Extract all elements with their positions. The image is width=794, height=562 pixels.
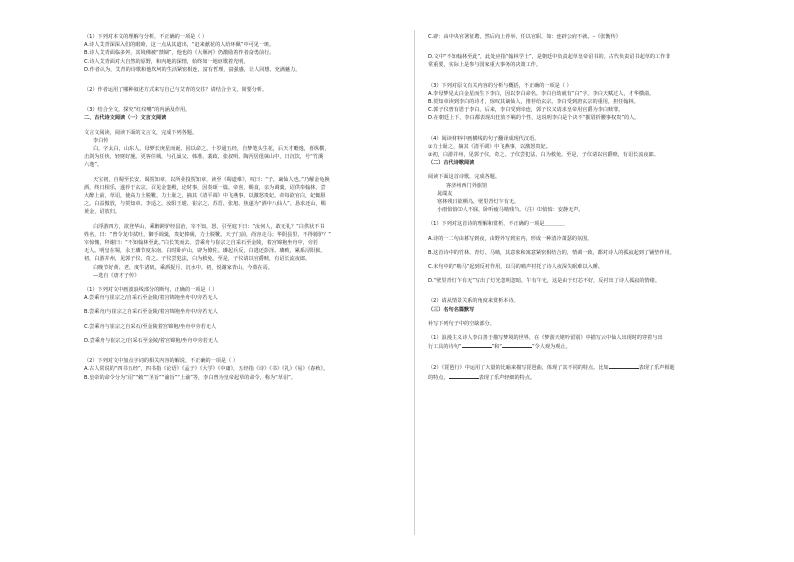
option-b: B.皇帝的命令分为“诏”“敕”“圣旨”“谕旨”“上谕”等，李白曾为皇帝起草的命令，称为“草诏”。 <box>84 374 296 381</box>
passage-line: 击剑为任侠，轻财好施。更客任城，与孔巢父、韩准、裴政、张叔明、陶沔居徂徕山中，日沉饮，号“竹溪 <box>84 154 324 161</box>
column-divider <box>414 30 415 535</box>
option-d: D.在朝廷上下，李白都表现出狂放不羁的个性，这说明李白是个决不“摧眉折腰事权贵”的人。 <box>428 115 640 122</box>
dictation-text: ”令人观为观止。 <box>531 344 571 351</box>
dictation-1-cont <box>428 342 758 351</box>
answer-blank[interactable] <box>462 342 492 348</box>
translation-item: ②初，白游并州，见郭子仪，奇之。子仪尝犯法，白为救免。至是，子仪请以官爵赎，有诏长流夜郎。 <box>428 152 659 159</box>
passage-line: 无人。明皇在蜀，永王璘节度东南，白时卧庐山，辟为僚佐。璘起兵反，白逃还彭泽。璘败，累系浔阳狱。 <box>84 248 326 255</box>
question-2: （2）作者运用了哪种叙述方式来写自己与艾青的交往？请结合全文，简要分析。 <box>84 87 268 94</box>
passage-line: 天宝初，自蜀至长安，谒贺知章，以所业投贺知章，读至《蜀道难》，叹曰：“子，谪仙人也。”乃解金龟换 <box>93 176 330 183</box>
option-b: B.尝乘舟/与崔宗之自采石至金陵/着宫锦袍坐舟中/旁若无人 <box>84 309 218 316</box>
dictation-2-cont <box>428 373 758 382</box>
option-d: D.作者认为，艾青的诗歌和他坎坷的生活紧密相连，富有哲理，富强感，让人回想，充满魅力。 <box>84 66 301 73</box>
option-b: B.贺知章读到李白的诗才，惊叹其谪仙人，推荐给玄宗。李白受到唐玄宗的重用，担任翰林。 <box>428 99 639 106</box>
passage-line: 酒，终日相乐，遂荐于玄宗。召见金銮殿，论时事，因奏颂一篇。帝喜，赐食，亲为调羹，诏供奉翰林。尝 <box>84 184 326 191</box>
passage-line: 白浮游四方，欲登华山，乘醉跨驴经县治，宰不知，怒，引至庭下曰：“汝何人，敢无礼？”白供状不书 <box>93 223 325 230</box>
dictation-2 <box>428 363 758 372</box>
question-stem: （1）下列对这首诗的理解和赏析，不正确的一项是＿＿＿＿ <box>428 221 565 228</box>
answer-blank[interactable] <box>449 373 479 379</box>
passage-line: 之。白益傲放，与贺知章、李适之、汝阳王琎、崔宗之、苏晋、张旭、焦遂为“酒中八仙人”。恳求还山，赐 <box>84 201 326 208</box>
passage-line: 六逸”。 <box>84 162 103 169</box>
passage-line: 白晚节好黄、老，度牛渚矶，乘酒捉月，沉水中。初，悦谢家青山，今墓在焉。 <box>93 264 273 271</box>
section-heading: 二、古代诗文阅读（一）文言文阅读 <box>84 115 167 122</box>
question-stem: （3）下列对原文有关内容的分析与概括，不正确的一项是（ ） <box>428 82 572 89</box>
option-c: C.末句中的“啮马”起到反衬作用，以马的啮声衬托了诗人夜深失眠难以入睡。 <box>428 264 604 271</box>
question-2: （2）请从情景关系的角度来赏析本诗。 <box>428 298 519 305</box>
answer-blank[interactable] <box>609 363 639 369</box>
option-b: B.诗人艾青面临多舛，其境佛被“禁锢”，他也的《大堰河》仍激励着作者奋勇前行。 <box>84 50 275 57</box>
section-heading: （三）名句名篇默写 <box>428 306 475 313</box>
option-c: C.诗人艾青面对大自然的原野，和内地的深情，始终如一地讴歌着光明。 <box>84 58 249 65</box>
question-3: （3）结合全文，探究“红纹嘴”的内涵及作用。 <box>84 107 191 114</box>
passage-line: 黄金，诏放归。 <box>84 209 120 216</box>
translation-item: ①力士耻之，摘其《清平调》中飞燕事，以激怒贵妃。 <box>428 143 551 150</box>
right-column <box>428 33 758 533</box>
poem-author: 晁端友 <box>437 190 453 197</box>
poem-line: 小雨愔愔⑴人不寐，卧听疲马啮残刍。（注）⑴愔愔：安静无声。 <box>437 207 584 214</box>
passage-line: 白，字太白，山东人。母梦长庚星而诞，因以命之。十岁通五经，自梦笔头生花，后天才赡逸，喜纵横， <box>93 146 330 153</box>
option-a: A.李母梦见太白金星而生下李白，因以李白命名。李白自幼就有“白”字。李白天赋过人，才华横溢。 <box>428 90 655 97</box>
answer-blank[interactable] <box>502 342 532 348</box>
passage-line: 初，白游并州，见郭子仪，奇之。子仪尝犯法，白为救免。至是，子仪请以官爵赎，有诏长流夜郎。 <box>84 256 311 263</box>
section-heading: （二）古代诗歌阅读 <box>428 160 475 167</box>
passage-line: 大醉上前，草诏，使高力士脱靴。力士耻之，摘其《清平调》中飞燕事，以激怒贵妃。帝每欲官白，妃辄阻 <box>84 193 326 200</box>
poem-title: 客济州西门外旅馆 <box>446 182 488 189</box>
dictation-text: 表现了乐声相逝 <box>638 365 675 372</box>
option-c: C.尝乘舟与崔宗之自采石/至金陵着宫锦袍/坐舟中旁若无人 <box>84 323 217 330</box>
option-c: C.郭子仪曾有恩于李白。后来，李白受到牵连，郭子仪又请求皇帝用官爵为李白赎罪。 <box>428 107 624 114</box>
dictation-text: （2）《琵琶行》中运用了大量的比喻来描写琵琶曲，体现了其不同的特点。比如 <box>428 365 609 372</box>
option-b: B.这首诗中的竹林、青灯、马啮，其意象和寓意紧密相结合的，情调一致，都对诗人的孤寂起到了铺垫作用。 <box>428 249 675 256</box>
left-column <box>84 33 414 533</box>
option-c: C.辟：由中央官署征聘，然后向上荐举，任以官职，如：连辟公府不就。–《张衡传》 <box>428 34 621 40</box>
dictation-text: 的特点， <box>428 374 449 381</box>
option-d: D.“壁里青灯乍有无”写出了灯光忽明忽暗，午有午无，这是由于灯芯不好，反衬出了诗人孤寂的情绪。 <box>428 278 660 285</box>
option-d: D.文中“不知翰林至此”，此处应指“翰林学士”，是朝廷中负责起草皇帝诏书的。古代负责诏书起草的工作非 <box>428 54 671 61</box>
option-a: A.古人常说的“四书五经”，四书指《论语》《孟子》《大学》《中庸》，五经指《诗》《书》《礼》《易》《春秋》。 <box>84 366 329 373</box>
option-d: D.尝乘舟与崔宗之/自采石至金陵/着宫锦袍/坐舟中旁若无人 <box>84 337 219 344</box>
option-a: A.尝乘舟与崔宗之/自采石至金陵/着宫锦袍坐舟中/旁若无人 <box>84 295 218 302</box>
passage-source: —选自《唐才子传》 <box>93 272 140 279</box>
passage-line: 宰惊愧，拜谢曰：“不知翰林至此。”白长笑而去。尝乘舟与崔宗之自采石至金陵，着宫锦袍坐舟中，旁若 <box>84 240 319 247</box>
option-a: A.诗人艾青深深入们的眼睑，这一点从其道出，“赶来献花的人给环佩”中可见一斑。 <box>84 42 275 49</box>
dictation-1: （1）浪漫主义诗人李白善于描写梦境的世界，在《梦游天姥吟留别》中描写云中仙人出现时的穿着与出 <box>428 335 663 342</box>
reading-intro: 文言文阅读，阅读下面的文言文，完成下列各题。 <box>84 129 198 136</box>
question-stem: （1）下列对文中画波浪线部分的断句，正确的一项是（ ） <box>84 287 218 294</box>
passage-title: 李白传 <box>93 137 109 144</box>
dictation-text: ”和“ <box>491 344 502 351</box>
question-stem: （2）下列对文中加点字词的相关内容的解说，不正确的一项是（ ） <box>84 358 238 365</box>
dictation-text: 表现了乐声轻细的特点。 <box>478 374 536 381</box>
question-stem: （1）下列对本文的理解与分析，不正确的一项是（ ） <box>84 34 208 40</box>
option-d-cont: 常重要，实际上是参与国家重大事务的决策工作。 <box>428 62 542 69</box>
dictation-intro: 补写下列句子中的空缺部分。 <box>428 320 495 327</box>
poem-line: 寒林残日欲栖乌，壁里青灯乍有无。 <box>437 199 520 206</box>
option-a: A.诗的一二句由暮写到夜，由野外写到室内，形成一种清冷萧瑟的氛围。 <box>428 235 593 242</box>
question-stem: （4）阅读材料中画横线的句子翻译成现代汉语。 <box>428 135 540 142</box>
poem-intro: 阅读下面这首诗歌，完成各题。 <box>428 174 500 181</box>
dictation-text: 行工具的诗句“ <box>428 344 462 351</box>
passage-line: 姓名，曰：“曾令龙巾拭吐，御手调羹，贵妃捧砚，力士脱靴。天子门前，尚容走马；华阴县里，不得骑驴？” <box>84 231 331 238</box>
